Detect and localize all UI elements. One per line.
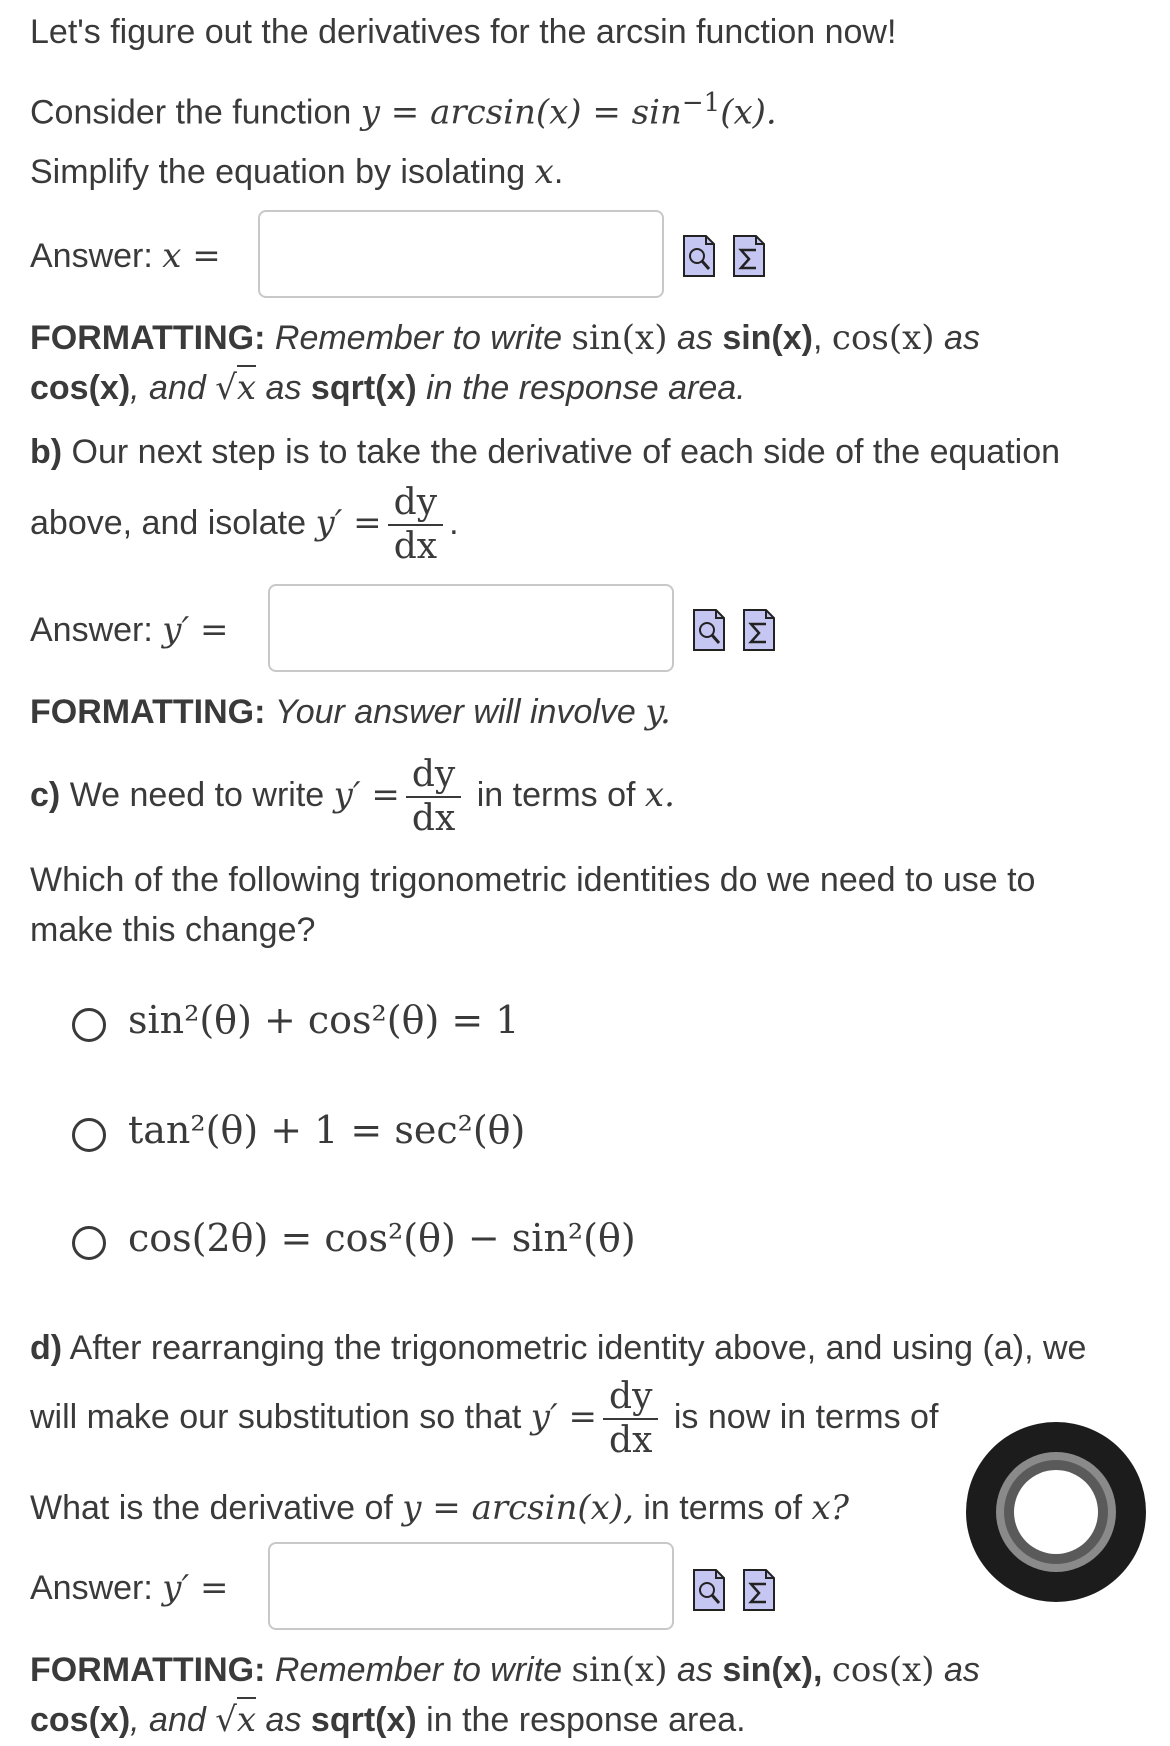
sigma-equation-editor-icon[interactable] <box>742 1568 776 1612</box>
sigma-equation-editor-icon[interactable] <box>742 608 776 652</box>
dy-dx-fraction: $\frac{dy}{dx}$ <box>603 1378 658 1460</box>
part-b-answer-label: Answer: y′ = <box>30 610 229 650</box>
part-b-answer-input[interactable] <box>268 584 674 672</box>
part-b-text-line2: above, and isolate y′ = $\frac{dy}{dx}$ . <box>30 482 459 567</box>
part-a-formatting-line2: cos(x), and √x as sqrt(x) in the response area. <box>30 368 746 409</box>
option-3-label[interactable]: cos(2θ) = cos²(θ) − sin²(θ) <box>128 1216 636 1260</box>
part-d-text-line1: d) After rearranging the trigonometric identity above, and using (a), we <box>30 1329 1087 1367</box>
intro-text: Let's figure out the derivatives for the arcsin function now! <box>30 13 897 51</box>
part-d-answer-label: Answer: y′ = <box>30 1568 229 1608</box>
part-a-consider: Consider the function $y = \arcsin(x) = \sin^{-1}(x)$. <box>30 88 777 133</box>
part-a-answer-input[interactable] <box>258 210 664 298</box>
sigma-equation-editor-icon[interactable] <box>732 234 766 278</box>
dy-dx-fraction: $\frac{dy}{dx}$ <box>406 756 461 838</box>
radio-option-1[interactable] <box>72 1008 106 1042</box>
part-b-text-line1: b) Our next step is to take the derivative of each side of the equation <box>30 433 1061 471</box>
floating-record-button[interactable] <box>966 1422 1146 1602</box>
dy-dx-fraction: $\frac{dy}{dx}$ <box>388 484 443 566</box>
preview-icon[interactable] <box>692 1568 726 1612</box>
part-d-answer-input[interactable] <box>268 1542 674 1630</box>
part-c-question-line1: Which of the following trigonometric identities do we need to use to <box>30 861 1036 899</box>
part-d-formatting-line2: cos(x), and √x as sqrt(x) in the response area. <box>30 1700 746 1741</box>
part-d-text-line2: will make our substitution so that y′ = $\frac{dy}{dx}$ is now in terms of <box>30 1376 939 1461</box>
radio-option-3[interactable] <box>72 1226 106 1260</box>
part-c-text: c) We need to write y′ = $\frac{dy}{dx}$ in terms of x. <box>30 754 675 839</box>
preview-icon[interactable] <box>682 234 716 278</box>
part-a-answer-label: Answer: x = <box>30 236 221 276</box>
part-a-formatting-line1: FORMATTING: Remember to write sin(x) as sin(x), cos(x) as <box>30 318 980 358</box>
part-d-formatting-line1: FORMATTING: Remember to write sin(x) as sin(x), cos(x) as <box>30 1650 980 1690</box>
option-1-label[interactable]: sin²(θ) + cos²(θ) = 1 <box>128 998 520 1042</box>
preview-icon[interactable] <box>692 608 726 652</box>
radio-option-2[interactable] <box>72 1118 106 1152</box>
option-2-label[interactable]: tan²(θ) + 1 = sec²(θ) <box>128 1108 526 1152</box>
part-d-question: What is the derivative of y = arcsin(x), in terms of x? <box>30 1488 849 1528</box>
part-c-question-line2: make this change? <box>30 911 316 949</box>
part-a-simplify: Simplify the equation by isolating x. <box>30 152 564 192</box>
part-b-formatting: FORMATTING: Your answer will involve y. <box>30 692 671 732</box>
